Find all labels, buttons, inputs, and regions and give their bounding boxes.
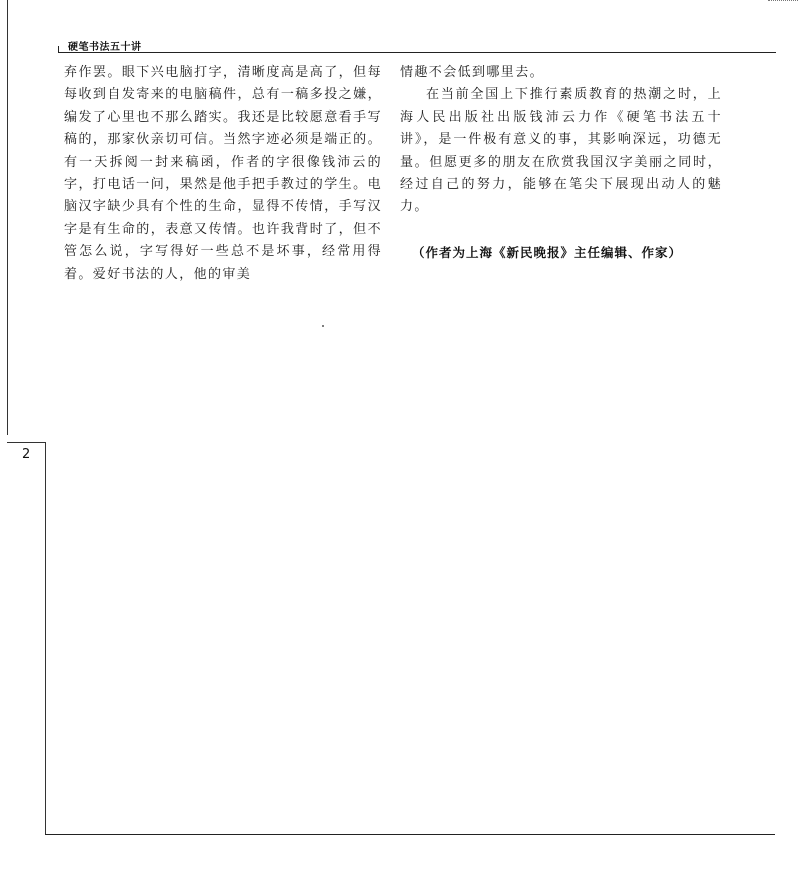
page-number: 2 — [22, 447, 31, 462]
author-signature: （作者为上海《新民晚报》主任编辑、作家） — [412, 245, 683, 260]
margin-line-upper — [7, 0, 8, 435]
right-column-paragraph-1: 情趣不会低到哪里去。 — [400, 65, 545, 80]
footer-rule — [45, 834, 775, 835]
header-rule — [58, 52, 776, 53]
scan-corner-mark — [768, 0, 798, 5]
left-column-paragraph: 弃作罢。眼下兴电脑打字，清晰度高是高了，但每每收到自发寄来的电脑稿件，总有一稿多投之嫌，编发了心里也不那么踏实。我还是比较愿意看手写稿的，那家伙亲切可信。当然字迹必须是端正的。有一天拆阅一封来稿函，作者的字很像钱沛云的字，打电话一问，果然是他手把手教过的学生。电脑汉字缺少具有个性的生命，显得不传情，手写汉字是有生命的，表意又传情。也许我背时了，但不管怎么说，字写得好一些总不是坏事，经常用得着。爱好书法的人，他的审美 — [64, 65, 382, 282]
running-header-title: 硬笔书法五十讲 — [68, 42, 142, 53]
margin-line-lower — [45, 455, 46, 835]
right-column — [400, 62, 722, 219]
left-column — [64, 62, 382, 286]
scan-speck — [322, 325, 324, 327]
right-column-paragraph-2: 在当前全国上下推行素质教育的热潮之时，上海人民出版社出版钱沛云力作《硬笔书法五十讲》，是一件极有意义的事，其影响深远，功德无量。但愿更多的朋友在欣赏我国汉字美丽之同时，经过自己的努力，能够在笔尖下展现出动人的魅力。 — [400, 87, 722, 215]
